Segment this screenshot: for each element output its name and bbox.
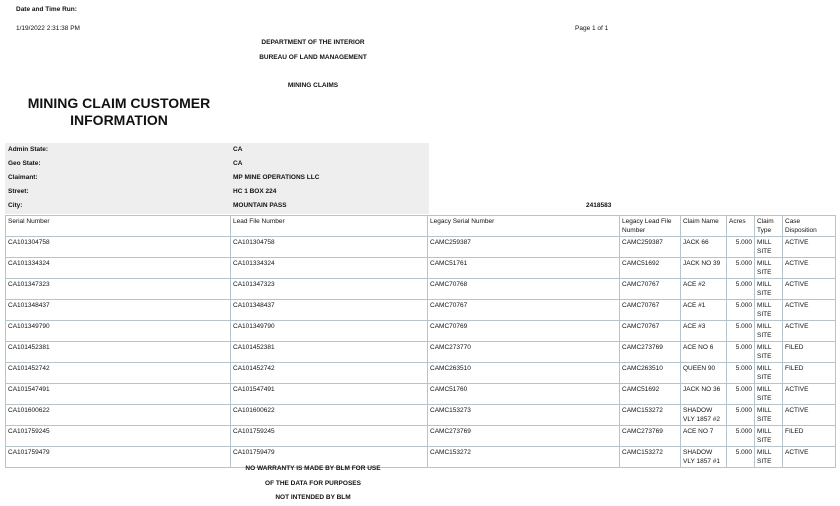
disclaimer-line2: OF THE DATA FOR PURPOSES [265,480,361,487]
table-cell: CA101304758 [6,237,231,258]
table-cell: ACTIVE [783,279,836,300]
admin-state-row [5,143,429,157]
table-cell: CA101600622 [6,405,231,426]
table-cell: MILL SITE [755,258,783,279]
table-cell: SHADOW VLY 1857 #2 [681,405,727,426]
table-row [6,258,836,279]
table-cell: MILL SITE [755,384,783,405]
table-cell: CAMC259387 [428,237,620,258]
table-cell: CAMC51692 [620,384,681,405]
table-body [6,237,836,468]
city-value: MOUNTAIN PASS [233,202,287,209]
table-cell: ACTIVE [783,321,836,342]
table-cell: CAMC273769 [620,342,681,363]
table-cell: CAMC273770 [428,342,620,363]
table-cell: 5.000 [727,279,755,300]
street-value: HC 1 BOX 224 [233,188,277,195]
page-title-line1: MINING CLAIM CUSTOMER [27,95,211,111]
table-cell: CAMC259387 [620,237,681,258]
customer-info-panel [5,143,429,214]
table-cell: 5.000 [727,384,755,405]
table-cell: ACE NO 6 [681,342,727,363]
table-cell: CAMC70768 [428,279,620,300]
table-cell: CA101759245 [6,426,231,447]
table-row [6,447,836,468]
table-cell: CAMC70767 [620,279,681,300]
table-cell: CAMC70767 [620,300,681,321]
table-cell: 5.000 [727,363,755,384]
table-cell: 5.000 [727,300,755,321]
table-cell: CA101349790 [231,321,428,342]
table-cell: CAMC70767 [428,300,620,321]
table-cell: 5.000 [727,321,755,342]
run-label: Date and Time Run: [16,6,77,13]
table-cell: ACE #3 [681,321,727,342]
page-indicator: Page 1 of 1 [575,25,609,32]
table-cell: CAMC273769 [620,426,681,447]
city-row [5,199,429,213]
table-cell: 5.000 [727,342,755,363]
table-cell: ACE #2 [681,279,727,300]
table-row [6,405,836,426]
table-cell: 5.000 [727,405,755,426]
table-cell: CAMC263510 [428,363,620,384]
table-cell: CA101348437 [231,300,428,321]
table-cell: FILED [783,426,836,447]
table-cell: CA101334324 [6,258,231,279]
table-cell: MILL SITE [755,321,783,342]
table-cell: 5.000 [727,426,755,447]
street-row [5,185,429,199]
table-cell: CA101347323 [6,279,231,300]
table-cell: JACK NO 39 [681,258,727,279]
table-cell: MILL SITE [755,405,783,426]
table-cell: CAMC263510 [620,363,681,384]
zip-code: 2418583 [586,202,612,209]
table-cell: CA101547491 [231,384,428,405]
geo-state-label: Geo State: [8,160,41,167]
column-header: Serial Number [6,216,231,237]
table-cell: CA101452381 [231,342,428,363]
table-cell: MILL SITE [755,447,783,468]
table-cell: CA101304758 [231,237,428,258]
table-cell: 5.000 [727,258,755,279]
table-cell: CAMC51760 [428,384,620,405]
table-cell: ACTIVE [783,300,836,321]
table-cell: ACE NO 7 [681,426,727,447]
table-cell: CA101452742 [231,363,428,384]
table-cell: CAMC51692 [620,258,681,279]
section-heading: MINING CLAIMS [287,82,339,89]
table-cell: CAMC51761 [428,258,620,279]
table-cell: CAMC153272 [428,447,620,468]
admin-state-label: Admin State: [8,146,49,153]
table-cell: CAMC153272 [620,405,681,426]
column-header: Acres [727,216,755,237]
column-header: Case Disposition [783,216,836,237]
table-cell: ACTIVE [783,405,836,426]
page-title [14,95,224,129]
geo-state-value: CA [233,160,243,167]
table-cell: CA101452742 [6,363,231,384]
table-cell: SHADOW VLY 1857 #1 [681,447,727,468]
admin-state-value: CA [233,146,243,153]
table-cell: CA101759479 [231,447,428,468]
run-datetime: 1/19/2022 2:31:38 PM [16,25,80,32]
claimant-value: MP MINE OPERATIONS LLC [233,174,320,181]
table-row [6,384,836,405]
table-cell: ACTIVE [783,447,836,468]
table-cell: ACTIVE [783,258,836,279]
table-cell: MILL SITE [755,426,783,447]
claimant-label: Claimant: [8,174,38,181]
table-cell: MILL SITE [755,279,783,300]
table-cell: CA101759479 [6,447,231,468]
column-header: Claim Type [755,216,783,237]
column-header: Lead File Number [231,216,428,237]
table-cell: FILED [783,342,836,363]
table-cell: MILL SITE [755,342,783,363]
table-cell: FILED [783,363,836,384]
table-cell: CAMC153273 [428,405,620,426]
table-header-row [6,216,836,237]
department-heading: DEPARTMENT OF THE INTERIOR [261,39,365,46]
claimant-row [5,171,429,185]
table-row [6,363,836,384]
table-cell: CA101759245 [231,426,428,447]
table-cell: 5.000 [727,447,755,468]
table-row [6,300,836,321]
table-cell: CAMC153272 [620,447,681,468]
table-cell: JACK NO 36 [681,384,727,405]
table-cell: CA101349790 [6,321,231,342]
table-row [6,426,836,447]
column-header: Claim Name [681,216,727,237]
table-cell: CA101452381 [6,342,231,363]
table-cell: MILL SITE [755,237,783,258]
table-cell: CA101547491 [6,384,231,405]
table-cell: CA101348437 [6,300,231,321]
table-cell: MILL SITE [755,363,783,384]
table-row [6,342,836,363]
table-cell: ACTIVE [783,384,836,405]
table-row [6,321,836,342]
table-cell: CA101334324 [231,258,428,279]
page-title-line2: INFORMATION [70,112,168,128]
table-cell: CA101347323 [231,279,428,300]
table-row [6,237,836,258]
table-cell: MILL SITE [755,300,783,321]
column-header: Legacy Serial Number [428,216,620,237]
table-cell: QUEEN 90 [681,363,727,384]
bureau-heading: BUREAU OF LAND MANAGEMENT [259,54,367,61]
claims-table [5,215,836,468]
table-cell: CAMC70767 [620,321,681,342]
table-cell: JACK 66 [681,237,727,258]
disclaimer-line3: NOT INTENDED BY BLM [275,494,351,501]
disclaimer-line1: NO WARRANTY IS MADE BY BLM FOR USE [245,465,381,472]
table-cell: 5.000 [727,237,755,258]
city-label: City: [8,202,23,209]
table-cell: CA101600622 [231,405,428,426]
street-label: Street: [8,188,29,195]
table-cell: CAMC273769 [428,426,620,447]
table-cell: CAMC70769 [428,321,620,342]
geo-state-row [5,157,429,171]
table-cell: ACE #1 [681,300,727,321]
table-row [6,279,836,300]
column-header: Legacy Lead File Number [620,216,681,237]
table-cell: ACTIVE [783,237,836,258]
